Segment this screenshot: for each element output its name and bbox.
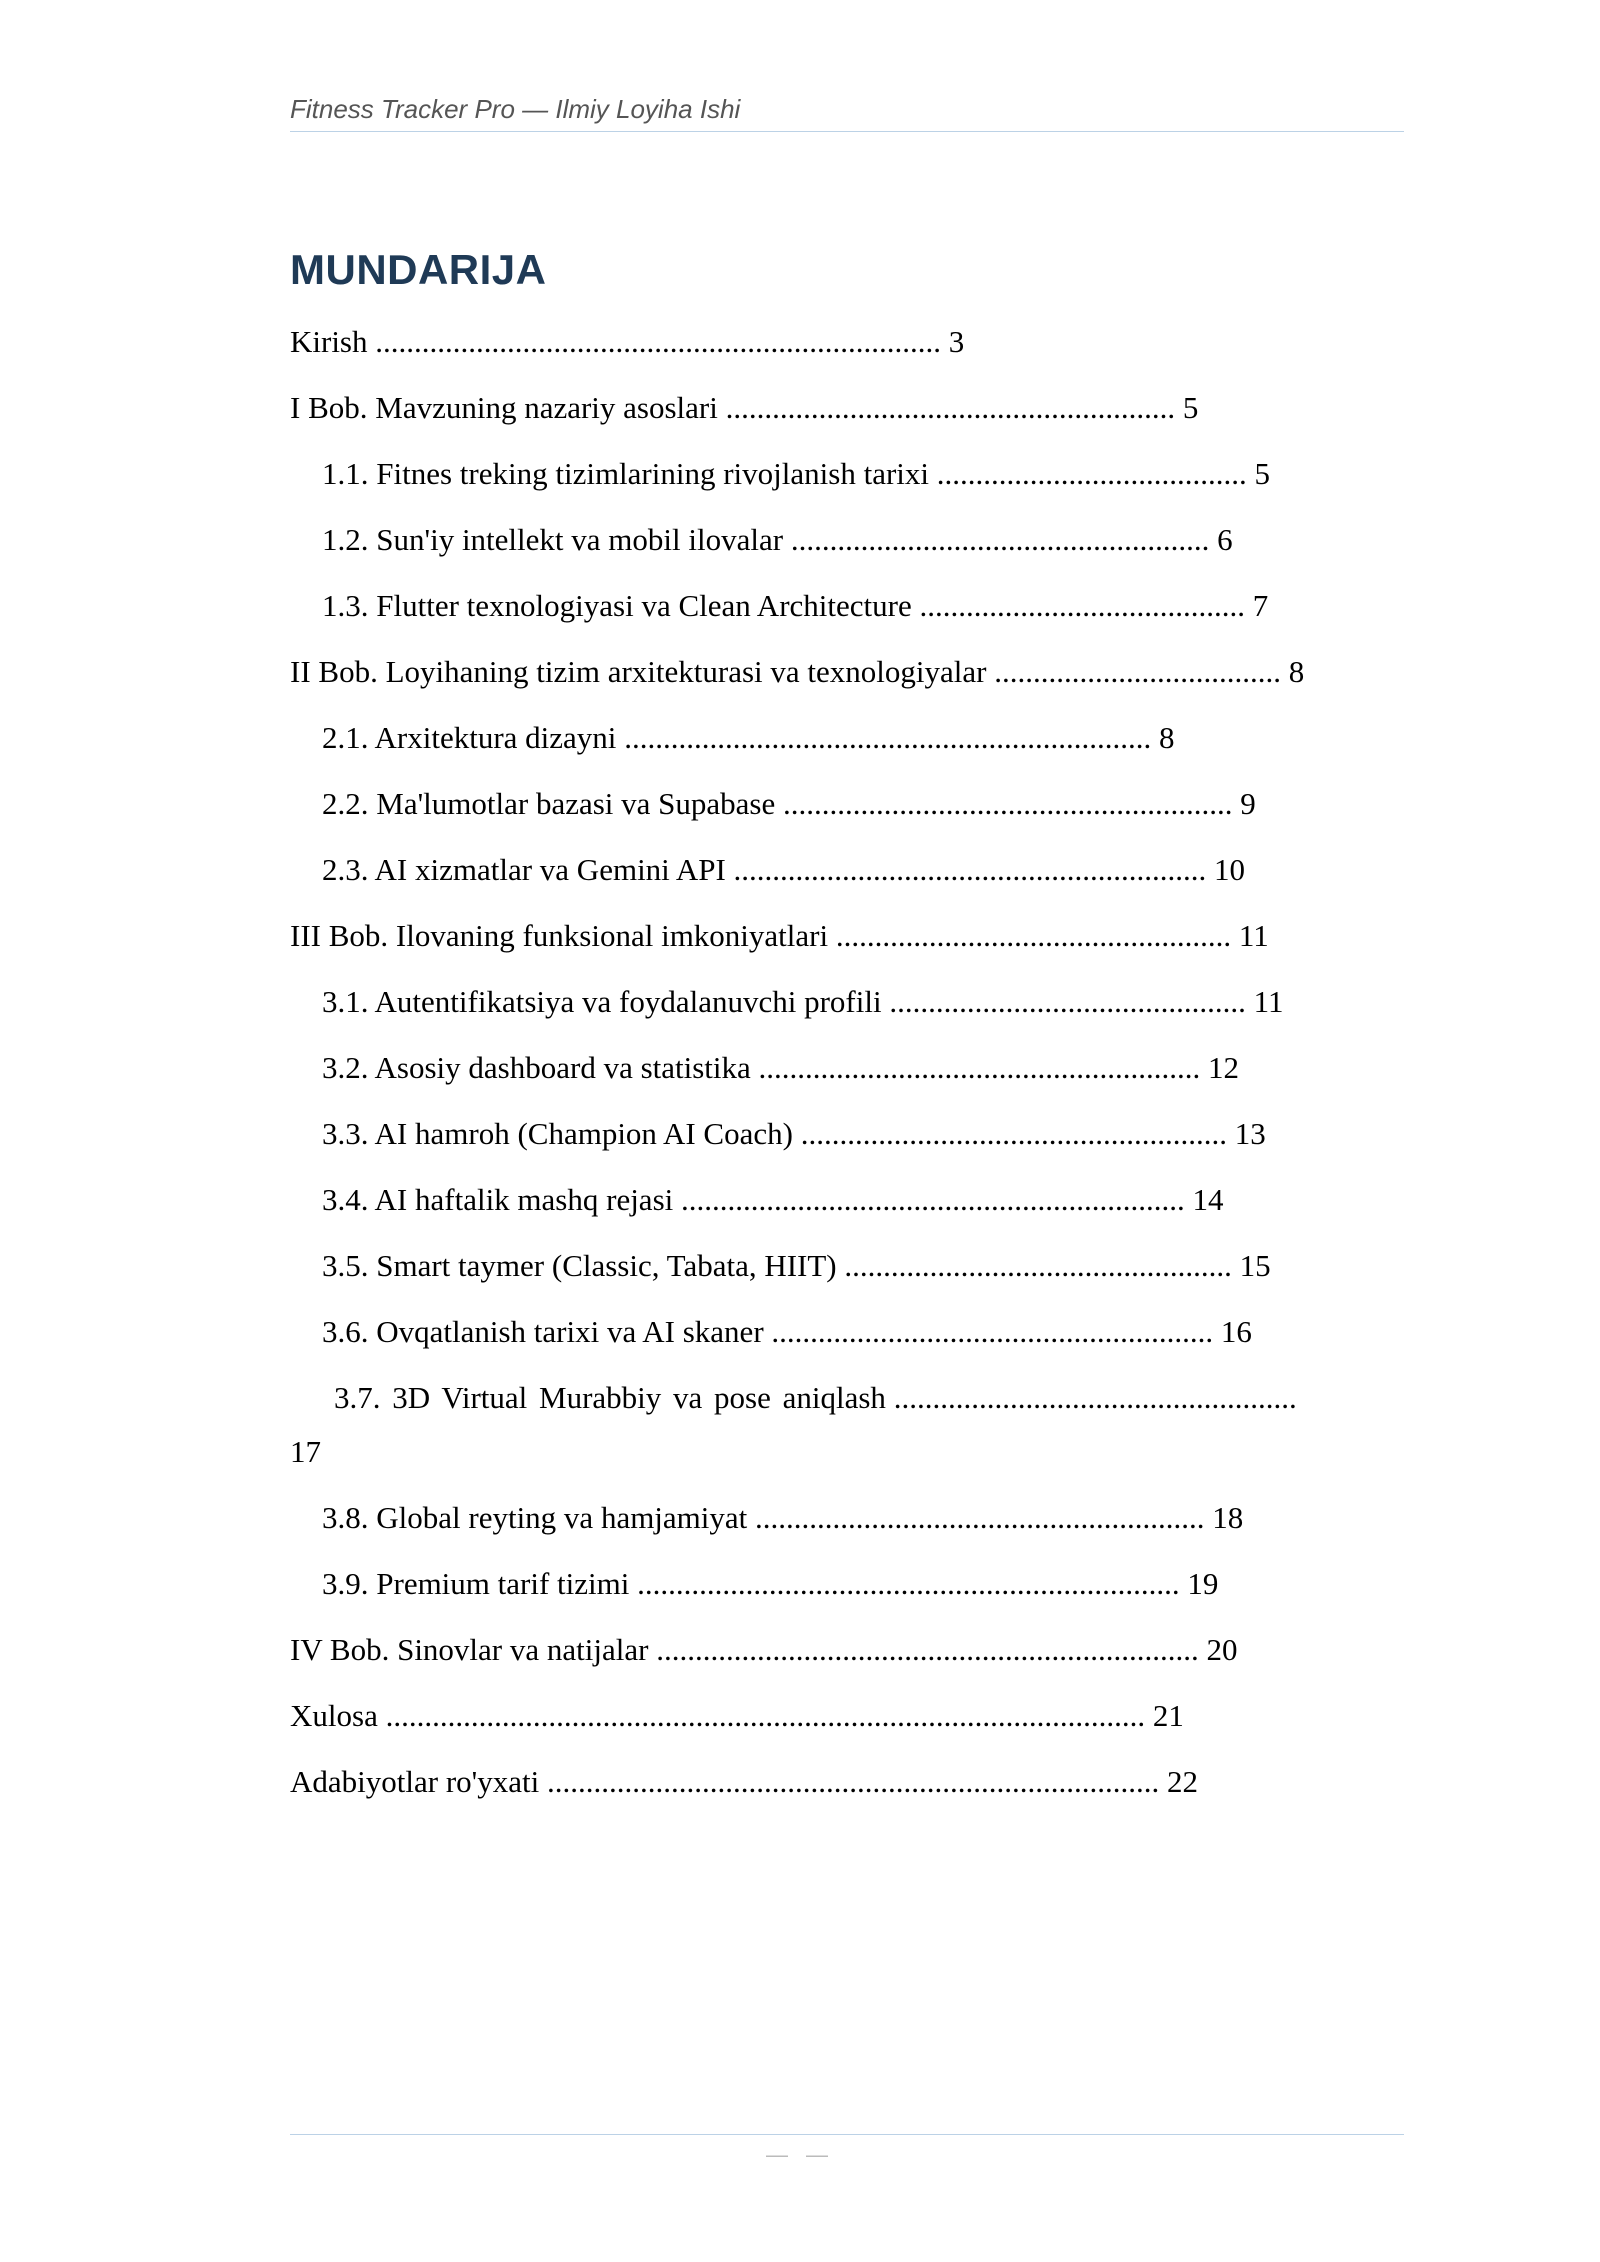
toc-entry [290,1374,1404,1469]
toc-page-number: 20 [1206,1632,1238,1667]
page-title: MUNDARIJA [290,246,547,293]
toc-entry-title: 1.2. Sun'iy intellekt va mobil ilovalar [322,522,784,557]
toc-page-number: 14 [1192,1182,1224,1217]
toc-entry [290,582,1404,630]
toc-page-number: 8 [1158,720,1175,755]
toc-entry-title: IV Bob. Sinovlar va natijalar [290,1632,649,1667]
toc-page-number: 18 [1212,1500,1244,1535]
toc-entry-title: 3.3. AI hamroh (Champion AI Coach) [322,1116,793,1151]
page-footer: — — [765,2142,835,2167]
toc-entry [290,1242,1404,1290]
toc-dot-leader: .......................................................... [775,786,1233,821]
toc-entry-title: 3.2. Asosiy dashboard va statistika [322,1050,751,1085]
toc-dot-leader: .................................................................... [616,720,1152,755]
toc-dot-leader: ................................................................. [673,1182,1185,1217]
toc-dot-leader: ...................................................................... [629,1566,1180,1601]
toc-page-number: 11 [1238,918,1269,953]
toc-entry-title: 3.8. Global reyting va hamjamiyat [322,1500,748,1535]
toc-dot-leader: ......................................................................... [367,324,941,359]
toc-page-number: 15 [1239,1248,1271,1283]
toc-page-number: 5 [1254,456,1270,491]
toc-entry [290,714,1404,762]
toc-entry-title: 2.3. AI xizmatlar va Gemini API [322,852,726,887]
toc-entry [290,1110,1404,1158]
toc-dot-leader: .......................................................... [747,1500,1205,1535]
toc-entry [290,780,1404,828]
toc-entry [290,1176,1404,1224]
toc-entry-title: II Bob. Loyihaning tizim arxitekturasi va texnologiyalar [290,654,987,689]
toc-entry-title: 3.9. Premium tarif tizimi [322,1566,630,1601]
toc-entry [290,318,1404,366]
toc-entry [290,450,1404,498]
toc-page-number: 19 [1187,1566,1219,1601]
toc-entry-title: 3.4. AI haftalik mashq rejasi [322,1182,674,1217]
footer-divider [290,2134,1404,2135]
toc-entry [290,1758,1404,1806]
toc-dot-leader: .................................................... [885,1380,1297,1415]
toc-entry [290,912,1404,960]
toc-entry-title: 2.2. Ma'lumotlar bazasi va Supabase [322,786,776,821]
toc-page-number: 21 [1152,1698,1184,1733]
toc-entry [290,648,1404,696]
toc-entry [290,384,1404,432]
toc-page-number: 8 [1288,654,1305,689]
toc-page-number: 22 [1166,1764,1198,1799]
header-text: Fitness Tracker Pro — Ilmiy Loyiha Ishi [290,94,741,124]
toc-entry [290,1044,1404,1092]
toc-page-number: 11 [1253,984,1284,1019]
toc-page-number: 5 [1182,390,1199,425]
toc-dot-leader: .......................................... [911,588,1245,623]
toc-page-number: 17 [290,1434,321,1469]
toc-entry [290,1692,1404,1740]
toc-entry-title: 3.5. Smart taymer (Classic, Tabata, HIIT) [322,1248,837,1283]
toc-entry [290,846,1404,894]
toc-entry-title: III Bob. Ilovaning funksional imkoniyatlari [290,918,829,953]
toc-dot-leader: ......................................................... [750,1050,1201,1085]
toc-dot-leader: ...................................................... [783,522,1210,557]
toc-entry [290,1494,1404,1542]
toc-dot-leader: ....................................................... [792,1116,1227,1151]
toc-entry [290,1626,1404,1674]
toc-page-number: 9 [1240,786,1256,821]
toc-entry [290,516,1404,564]
toc-entry [290,1560,1404,1608]
toc-page-number: 10 [1214,852,1246,887]
toc-page-number: 12 [1208,1050,1240,1085]
toc-dot-leader: .................................................................................................. [377,1698,1146,1733]
toc-entry-title: 1.1. Fitnes treking tizimlarining rivojlanish tarixi [322,456,929,491]
toc-dot-leader: ........................................ [929,456,1247,491]
toc-dot-leader: .................................................. [836,1248,1232,1283]
toc-entry-title: 3.1. Autentifikatsiya va foydalanuvchi profili [322,984,882,1019]
toc-entry-title: 3.7. 3D Virtual Murabbiy va pose aniqlash [334,1380,886,1415]
toc-entry-title: Xulosa [290,1698,378,1733]
toc-entry-title: Adabiyotlar ro'yxati [290,1764,540,1799]
toc-entry-title: 3.6. Ovqatlanish tarixi va AI skaner [322,1314,764,1349]
toc-page-number: 16 [1220,1314,1252,1349]
toc-page-number: 13 [1234,1116,1266,1151]
toc-dot-leader: .......................................................... [717,390,1176,425]
toc-entry [290,1308,1404,1356]
toc-page-number: 3 [948,324,965,359]
toc-dot-leader: ................................................... [828,918,1232,953]
toc-entry [290,978,1404,1026]
toc-entry-title: Kirish [290,324,368,359]
toc-dot-leader: ............................................................................... [539,1764,1160,1799]
toc-dot-leader: .............................................. [881,984,1246,1019]
page-header [290,94,1404,132]
toc-page-number: 7 [1252,588,1269,623]
toc-dot-leader: ......................................................... [763,1314,1214,1349]
toc-dot-leader: ..................................... [986,654,1281,689]
toc-page-number: 6 [1217,522,1233,557]
toc-dot-leader: ...................................................................... [648,1632,1199,1667]
toc-entry-title: 1.3. Flutter texnologiyasi va Clean Architecture [322,588,912,623]
toc-entry-title: 2.1. Arxitektura dizayni [322,720,617,755]
toc-dot-leader: ............................................................. [725,852,1207,887]
toc-entry-title: I Bob. Mavzuning nazariy asoslari [290,390,718,425]
